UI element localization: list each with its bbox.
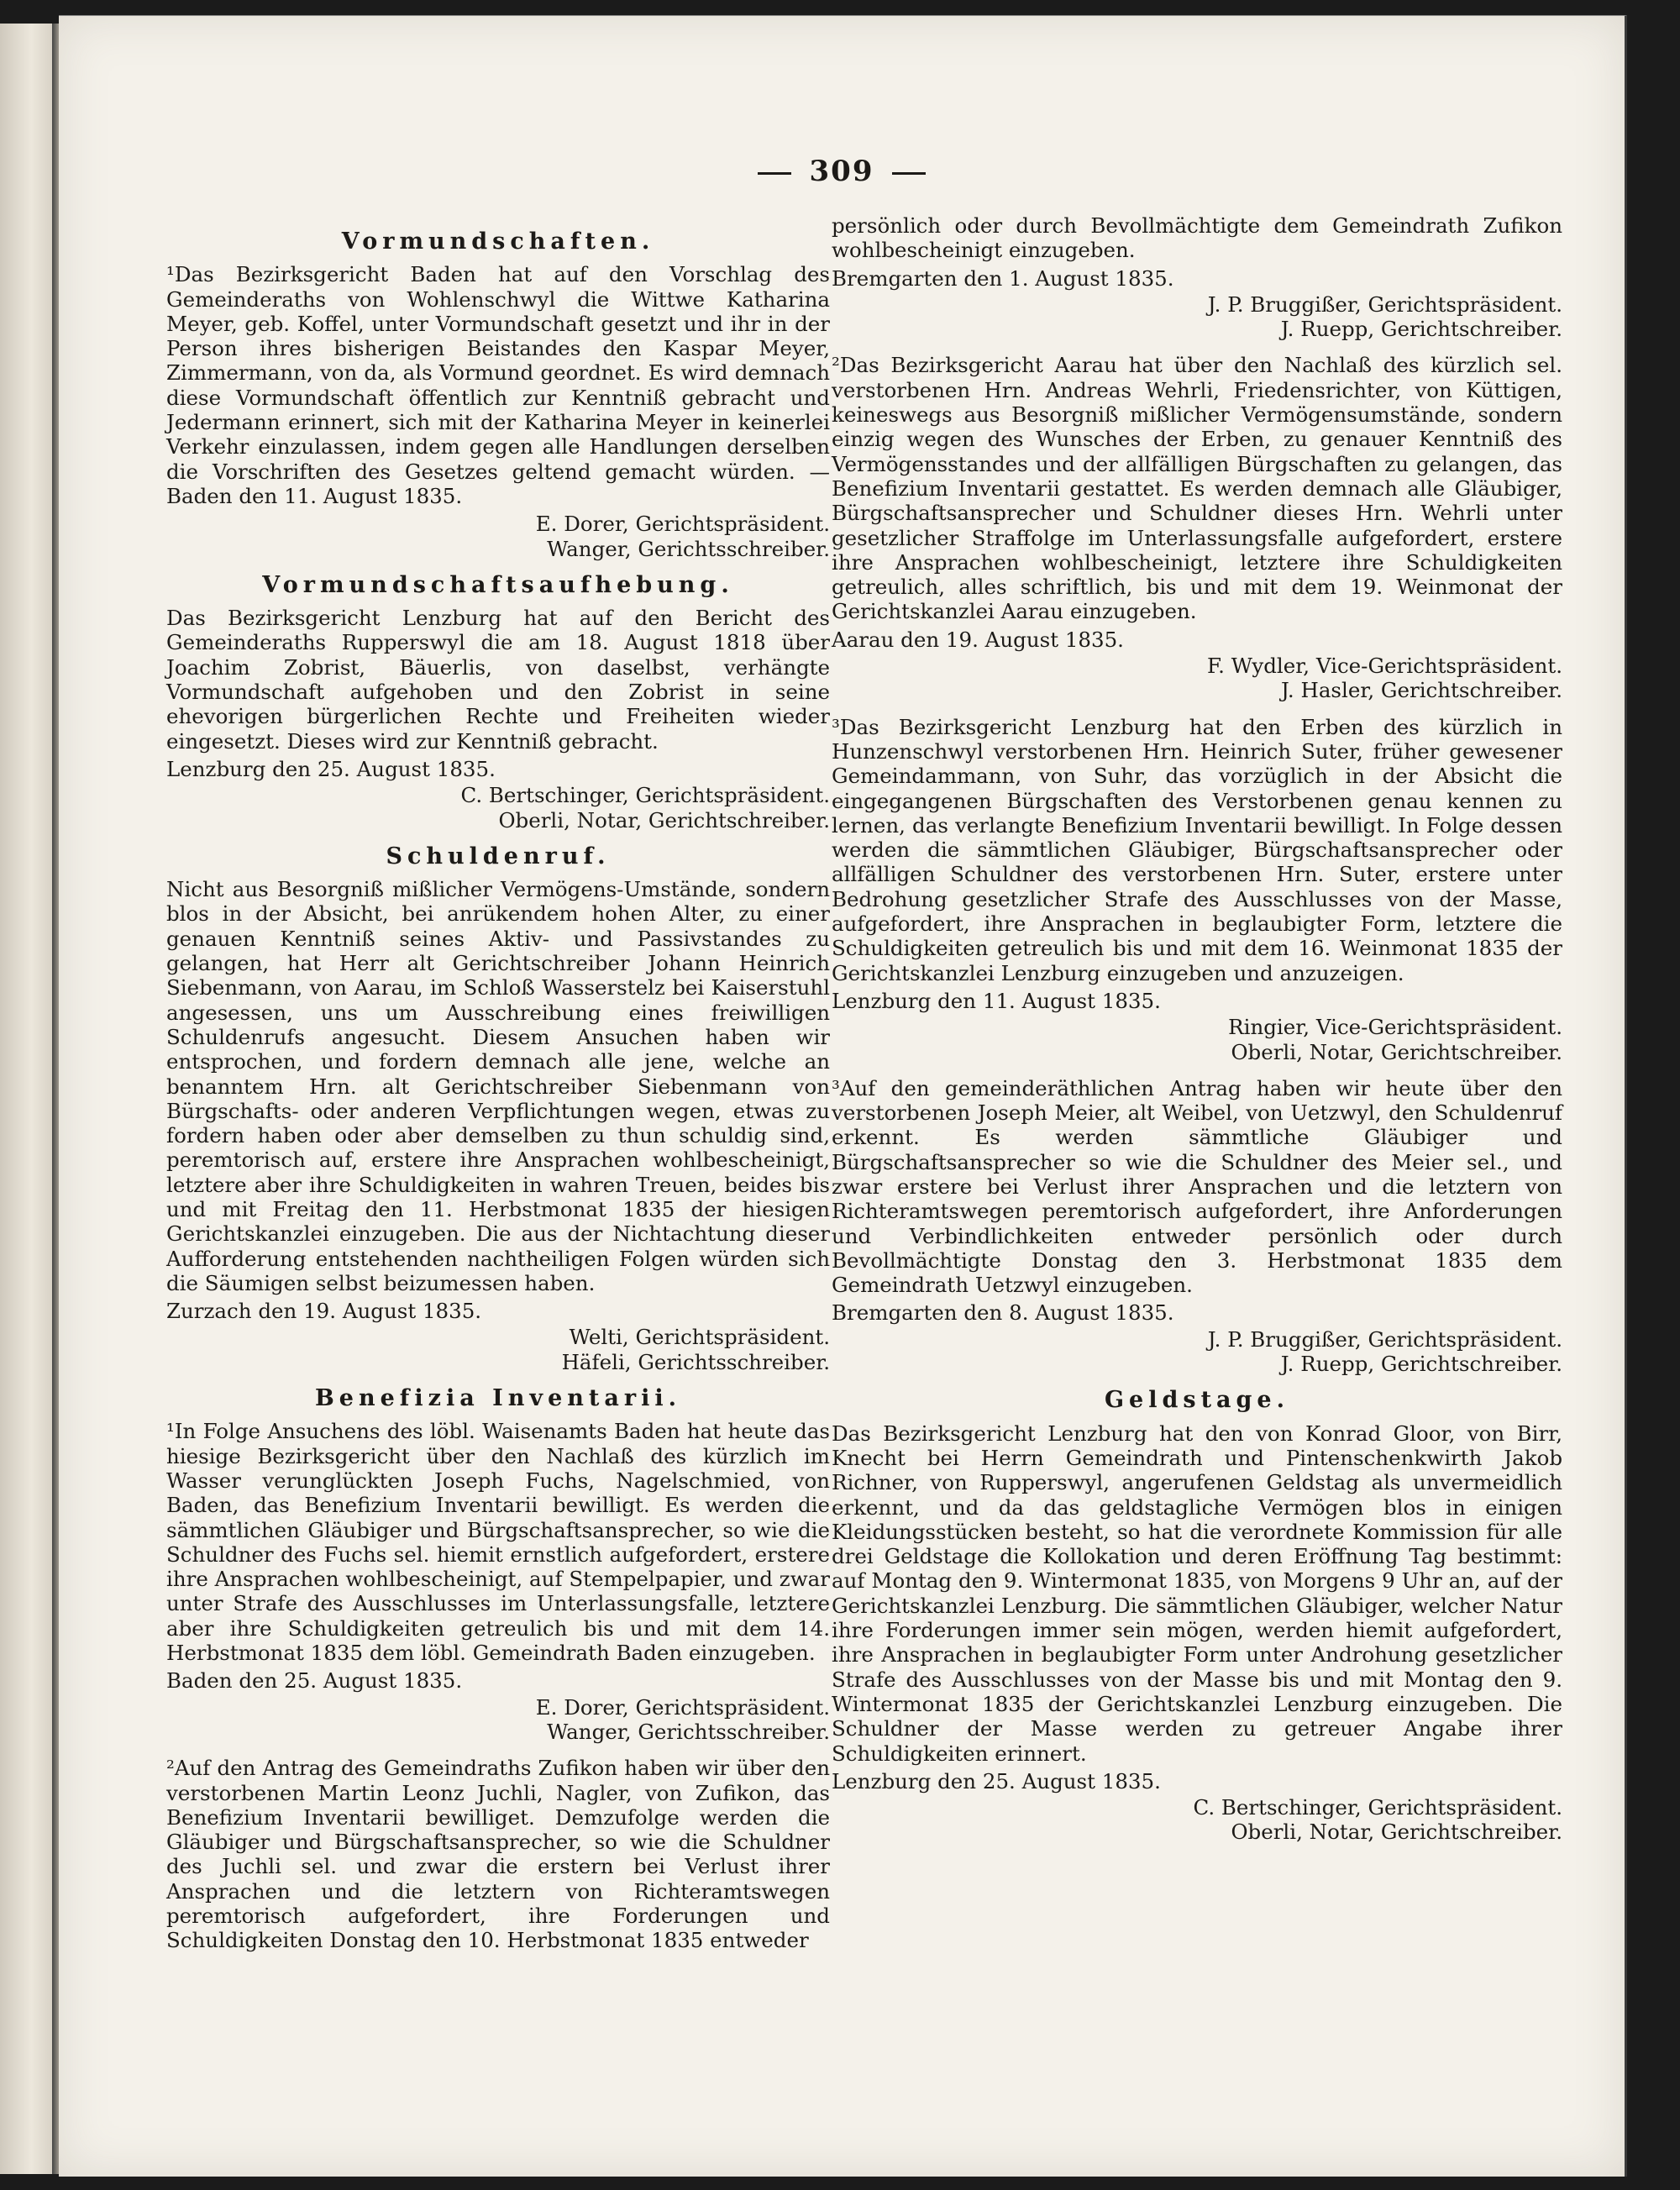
signature-line: Oberli, Notar, Gerichtschreiber. bbox=[498, 807, 830, 832]
newspaper-page bbox=[59, 15, 1627, 2177]
place-date-line: Zurzach den 19. August 1835. bbox=[166, 1299, 482, 1324]
place-date-line: Aarau den 19. August 1835. bbox=[832, 627, 1124, 652]
notice-paragraph: ²Das Bezirksgericht Aarau hat über den Nachlaß des kürzlich sel. verstorbenen Hrn. Andreas Wehrli, Friedensrichter, von Küttigen, keineswegs aus Besorgniß mißlicher Vermögensumstände, sondern einzig wegen des Wunsches der Erben, zu genauer Kenntniß des Vermögensstandes und der allfälligen Bürgschaften zu gelangen, das Benefizium Inventarii gestattet. Es werden demnach alle Gläubiger, Bürgschaftsansprecher und Schuldner dieses Hrn. Wehrli unter gesetzlicher Straffolge im Unterlassungsfalle aufgefordert, erstere ihre Ansprachen wohlbescheinigt, letztere ihre Schuldigkeiten getreulich, alles schriftlich, bis und mit dem 19. Weinmonat der Gerichtskanzlei Aarau einzugeben. bbox=[832, 353, 1562, 624]
place-date-line: Bremgarten den 1. August 1835. bbox=[832, 265, 1174, 291]
notice-paragraph: Das Bezirksgericht Lenzburg hat den von Konrad Gloor, von Birr, Knecht bei Herrn Gemeindrath und Pintenschenkwirth Jakob Richner, von Rupperswyl, angerufenen Geldstag als unvermeidlich erkennt, und da das geldstagliche Vermögen blos in einigen Kleidungsstücken besteht, so hat die verordnete Kommission für alle drei Geldstage die Kollokation und deren Eröffnung Tag bestimmt: auf Montag den 9. Wintermonat 1835, von Morgens 9 Uhr an, auf der Gerichtskanzlei Lenzburg. Die sämmtlichen Gläubiger, welcher Natur ihre Forderungen immer sein mögen, werden hiemit aufgefordert, ihre Ansprachen in beglaubigter Form unter Androhung gesetzlicher Strafe des Ausschlusses von der Masse bis und mit Montag den 9. Wintermonat 1835 der Gerichtskanzlei Lenzburg einzugeben. Die Schuldner der Masse werden zu getreuer Angabe ihrer Schuldigkeiten erinnert. bbox=[832, 1421, 1562, 1766]
signature-line: Oberli, Notar, Gerichtschreiber. bbox=[1231, 1820, 1562, 1845]
place-date-line: Lenzburg den 25. August 1835. bbox=[832, 1768, 1161, 1793]
notice-paragraph: ¹In Folge Ansuchens des löbl. Waisenamts Baden hat heute das hiesige Bezirksgericht über den Nachlaß des kürzlich im Wasser verunglückten Joseph Fuchs, Nagelschmied, von Baden, das Benefizium Inventarii bewilligt. Es werden die sämmtlichen Gläubiger und Bürgschaftsansprecher, so wie die Schuldner des Fuchs sel. hiemit ernstlich aufgefordert, erstere ihre Ansprachen wohlbescheinigt, auf Stempelpapier, und zwar unter Strafe des Ausschlusses im Unterlassungsfalle, letztere aber ihre Schuldigkeiten getreulich bis und mit dem 14. Herbstmonat 1835 dem löbl. Gemeindrath Baden einzugeben. bbox=[166, 1419, 830, 1666]
place-date-line: Bremgarten den 8. August 1835. bbox=[832, 1300, 1174, 1326]
dash-right bbox=[892, 172, 926, 175]
signature-line: Wanger, Gerichtsschreiber. bbox=[547, 1719, 830, 1744]
section-heading: Vormundschaftsaufhebung. bbox=[262, 571, 734, 598]
signature-line: Welti, Gerichtspräsident. bbox=[569, 1325, 830, 1350]
page-number-line bbox=[59, 155, 1625, 188]
dash-left bbox=[758, 172, 791, 175]
section-heading: Benefizia Inventarii. bbox=[314, 1385, 682, 1412]
notice-paragraph: persönlich oder durch Bevollmächtigte dem Gemeindrath Zufikon wohlbescheinigt einzugeben. bbox=[832, 213, 1562, 263]
notice-paragraph: ¹Das Bezirksgericht Baden hat auf den Vorschlag des Gemeinderaths von Wohlenschwyl die Wittwe Katharina Meyer, geb. Koffel, unter Vormundschaft gesetzt und ihr in der Person ihres bisherigen Beistandes den Kaspar Meyer, Zimmermann, von da, als Vormund geordnet. Es wird demnach diese Vormundschaft öffentlich zur Kenntniß gebracht und Jedermann erinnert, sich mit der Katharina Meyer in keinerlei Verkehr einzulassen, indem gegen alle Handlungen derselben die Vorschriften des Gesetzes geltend gemacht würden. — Baden den 11. August 1835. bbox=[166, 262, 830, 508]
signature-line: J. P. Bruggißer, Gerichtspräsident. bbox=[1207, 291, 1562, 317]
right-column bbox=[832, 213, 1562, 1845]
place-date-line: Lenzburg den 11. August 1835. bbox=[832, 988, 1161, 1013]
signature-line: Häfeli, Gerichtsschreiber. bbox=[561, 1349, 830, 1374]
signature-line: J. P. Bruggißer, Gerichtspräsident. bbox=[1207, 1326, 1562, 1352]
signature-line: C. Bertschinger, Gerichtspräsident. bbox=[460, 783, 830, 808]
signature-line: Oberli, Notar, Gerichtschreiber. bbox=[1231, 1039, 1562, 1064]
signature-line: Wanger, Gerichtsschreiber. bbox=[547, 536, 830, 561]
signature-line: F. Wydler, Vice-Gerichtspräsident. bbox=[1207, 654, 1562, 679]
section-heading: Geldstage. bbox=[1105, 1387, 1289, 1414]
notice-paragraph: Nicht aus Besorgniß mißlicher Vermögens-Umstände, sondern blos in der Absicht, bei anrükendem hohen Alter, zu einer genauen Kenntniß seines Aktiv- und Passivstandes zu gelangen, hat Herr alt Gerichtschreiber Johann Heinrich Siebenmann, von Aarau, im Schloß Wasserstelz bei Kaiserstuhl angesessen, uns um Ausschreibung eines freiwilligen Schuldenrufs angesucht. Diesem Ansuchen haben wir entsprochen, und fordern demnach alle jene, welche an benanntem Hrn. alt Gerichtschreiber Siebenmann von Bürgschafts- oder anderen Verpflichtungen wegen, etwas zu fordern haben oder aber demselben zu thun schuldig sind, peremtorisch auf, erstere ihre Ansprachen wohlbescheinigt, letztere aber ihre Schuldigkeiten in wahren Treuen, beides bis und mit Freitag den 11. Herbstmonat 1835 der hiesigen Gerichtskanzlei einzugeben. Die aus der Nichtachtung dieser Aufforderung entstehenden nachtheiligen Folgen würden sich die Säumigen selbst beizumessen haben. bbox=[166, 877, 830, 1295]
signature-line: C. Bertschinger, Gerichtspräsident. bbox=[1193, 1795, 1562, 1820]
page-number: 309 bbox=[809, 155, 874, 188]
left-page-edge bbox=[0, 24, 54, 2174]
notice-paragraph: ³Auf den gemeinderäthlichen Antrag haben wir heute über den verstorbenen Joseph Meier, alt Weibel, von Uetzwyl, den Schuldenruf erkennt. Es werden sämmtliche Gläubiger und Bürgschaftsansprecher so wie die Schuldner des Meier sel., und zwar erstere bei Verlust ihrer Ansprachen und die letztern von Richteramtswegen peremtorisch aufgefordert, ihre Anforderungen und Verbindlichkeiten entweder persönlich oder durch Bevollmächtigte Donstag den 3. Herbstmonat 1835 dem Gemeindrath Uetzwyl einzugeben. bbox=[832, 1075, 1562, 1298]
signature-line: E. Dorer, Gerichtspräsident. bbox=[535, 512, 830, 537]
signature-line: Ringier, Vice-Gerichtspräsident. bbox=[1228, 1015, 1562, 1040]
section-heading: Schuldenruf. bbox=[386, 843, 611, 869]
signature-line: E. Dorer, Gerichtspräsident. bbox=[535, 1694, 830, 1720]
notice-paragraph: ³Das Bezirksgericht Lenzburg hat den Erben des kürzlich in Hunzenschwyl verstorbenen Hrn. Heinrich Suter, früher gewesener Gemeindammann, von Suhr, das vorzüglich in der Absicht die eingegangenen Bürgschaften des Verstorbenen genau kennen zu lernen, das verlangte Benefizium Inventarii bewilligt. In Folge dessen werden die sämmtlichen Gläubiger, Bürgschaftsansprecher oder allfälligen Schuldner des verstorbenen Hrn. Suter, erstere unter Bedrohung gesetzlicher Strafe des Ausschlusses von der Masse, aufgefordert, ihre Ansprachen in beglaubigter Form, letztere die Schuldigkeiten getreulich bis und mit dem 16. Weinmonat 1835 der Gerichtskanzlei Lenzburg einzugeben und anzuzeigen. bbox=[832, 714, 1562, 985]
notice-paragraph: ²Auf den Antrag des Gemeindraths Zufikon haben wir über den verstorbenen Martin Leonz Juchli, Nagler, von Zufikon, das Benefizium Inventarii bewilliget. Demzufolge werden die Gläubiger und Bürgschaftsansprecher, so wie die Schuldner des Juchli sel. und zwar die erstern bei Verlust ihrer Ansprachen und die letztern von Richteramtswegen peremtorisch aufgefordert, ihre Forderungen und Schuldigkeiten Donstag den 10. Herbstmonat 1835 entweder bbox=[166, 1756, 830, 1953]
section-heading: Vormundschaften. bbox=[341, 228, 655, 255]
signature-line: J. Ruepp, Gerichtschreiber. bbox=[1280, 1352, 1562, 1377]
signature-line: J. Ruepp, Gerichtschreiber. bbox=[1280, 317, 1562, 342]
notice-paragraph: Das Bezirksgericht Lenzburg hat auf den Bericht des Gemeinderaths Rupperswyl die am 18. August 1818 über Joachim Zobrist, Bäuerlis, von daselbst, verhängte Vormundschaft aufgehoben und den Zobrist in seine ehevorigen bürgerlichen Rechte und Freiheiten wieder eingesetzt. Dieses wird zur Kenntniß gebracht. bbox=[166, 606, 830, 754]
book-gutter bbox=[52, 24, 59, 2174]
place-date-line: Lenzburg den 25. August 1835. bbox=[166, 756, 496, 781]
signature-line: J. Hasler, Gerichtschreiber. bbox=[1280, 678, 1562, 703]
left-column bbox=[166, 218, 830, 1956]
place-date-line: Baden den 25. August 1835. bbox=[166, 1668, 463, 1694]
